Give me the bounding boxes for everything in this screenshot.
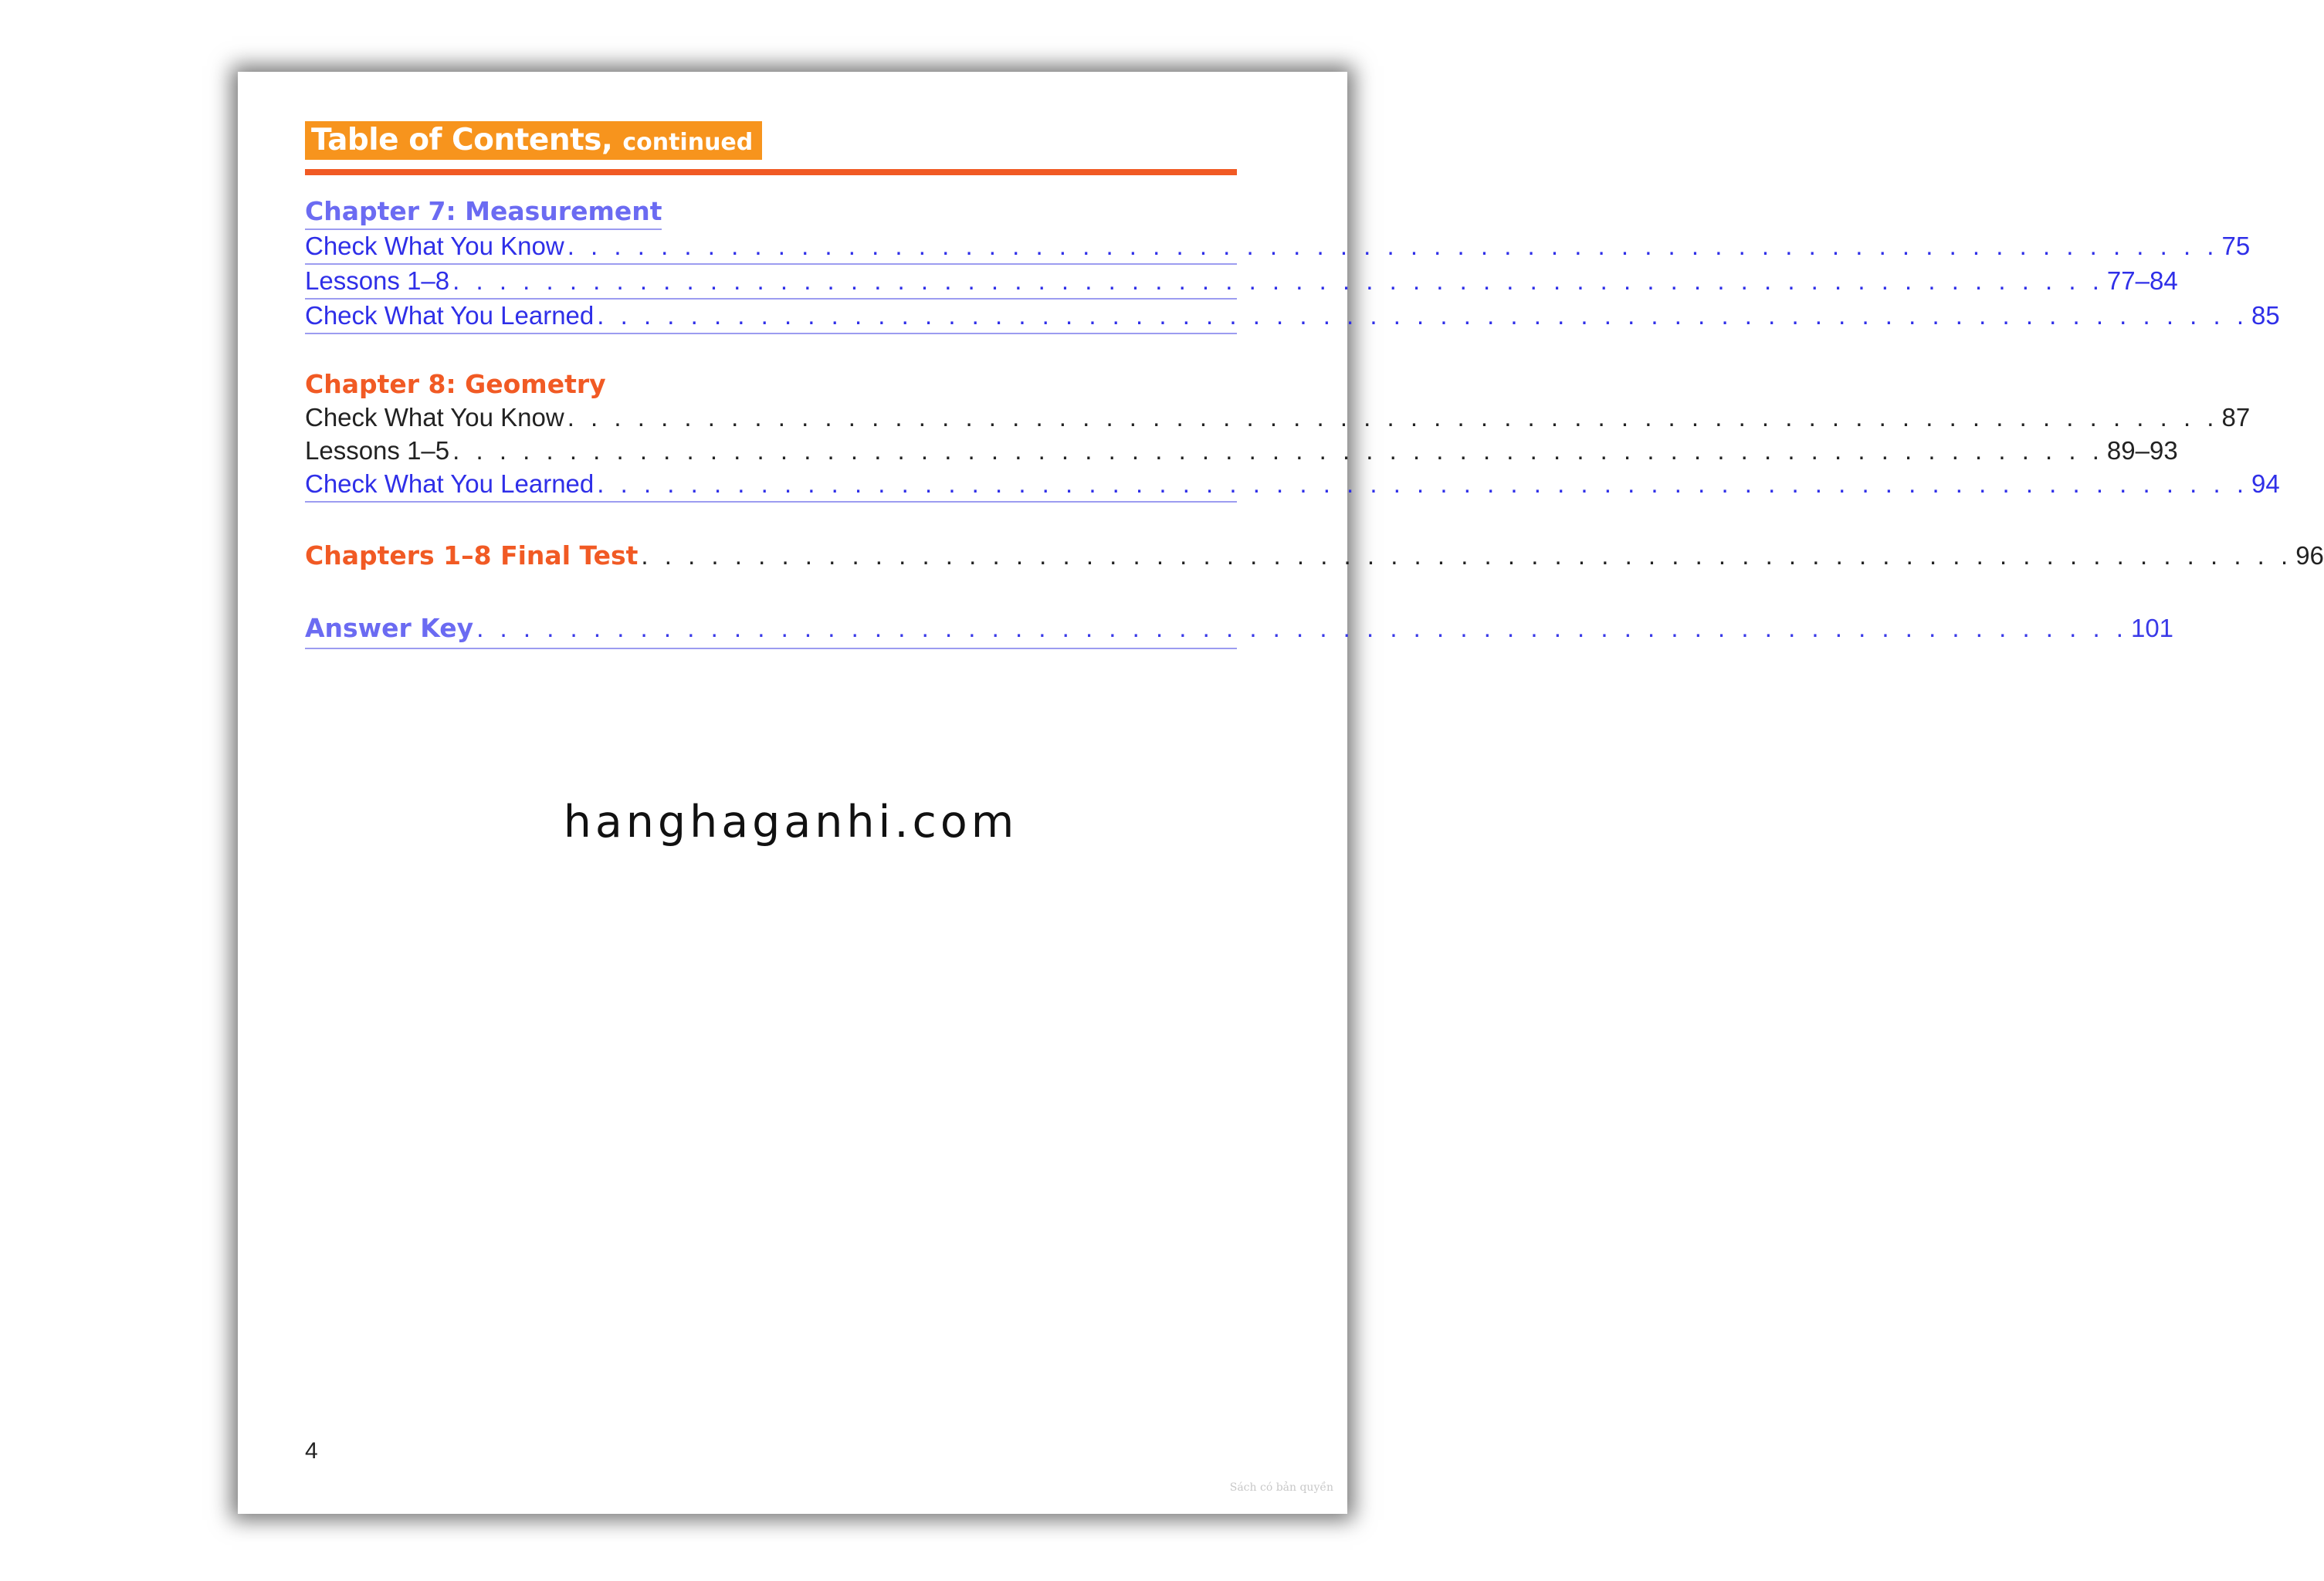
- dot-leader: . . . . . . . . . . . . . . . . . . . . . . . . . . . . . . . . . . . . . . . . . . . . . . . . . . . . . . . . . . . . . . . . . . . . . . .: [452, 266, 2104, 295]
- entry-label: Check What You Learned: [305, 469, 595, 498]
- entry-page: 89–93: [2106, 436, 2178, 465]
- final-test-section: [305, 537, 2324, 575]
- dot-leader: . . . . . . . . . . . . . . . . . . . . . . . . . . . . . . . . . . . . . . . . . . . . . . . . . . . . . . . . . . . . . . . . . . . . . . .: [641, 541, 2293, 570]
- page-title: [305, 121, 762, 160]
- answer-key-link[interactable]: [305, 609, 2174, 649]
- chapter-section: [305, 368, 2280, 503]
- entry-page: 75: [2221, 232, 2251, 260]
- dot-leader: . . . . . . . . . . . . . . . . . . . . . . . . . . . . . . . . . . . . . . . . . . . . . . . . . . . . . . . . . . . . . . . . . . . . . . .: [597, 301, 2249, 330]
- copyright-notice: Sách có bản quyền: [1229, 1481, 1333, 1494]
- answer-key-page: 101: [2130, 614, 2174, 642]
- final-test-label: Chapters 1–8 Final Test: [305, 540, 639, 570]
- dot-leader: . . . . . . . . . . . . . . . . . . . . . . . . . . . . . . . . . . . . . . . . . . . . . . . . . . . . . . . . . . . . . . . . . . . . . . .: [567, 232, 2219, 260]
- entry-label: Check What You Learned: [305, 301, 595, 330]
- watermark-text: hanghaganhi.com: [563, 797, 1018, 848]
- title-divider: [305, 169, 1237, 175]
- final-test-page: 96: [2295, 541, 2324, 570]
- entry-label: Lessons 1–5: [305, 436, 450, 465]
- chapter-8-heading: Chapter 8: Geometry: [305, 369, 606, 399]
- toc-entry: [305, 401, 2251, 435]
- answer-key-label: Answer Key: [305, 613, 474, 643]
- toc-entry-link[interactable]: [305, 230, 2251, 265]
- toc-header: [305, 121, 1237, 174]
- entry-label: Lessons 1–8: [305, 266, 450, 295]
- dot-leader: . . . . . . . . . . . . . . . . . . . . . . . . . . . . . . . . . . . . . . . . . . . . . . . . . . . . . . . . . . . . . . . . . . . . . . .: [476, 614, 2128, 642]
- chapter-section: [305, 195, 2280, 334]
- dot-leader: . . . . . . . . . . . . . . . . . . . . . . . . . . . . . . . . . . . . . . . . . . . . . . . . . . . . . . . . . . . . . . . . . . . . . . .: [452, 436, 2104, 465]
- table-of-contents: [305, 121, 2324, 649]
- dot-leader: . . . . . . . . . . . . . . . . . . . . . . . . . . . . . . . . . . . . . . . . . . . . . . . . . . . . . . . . . . . . . . . . . . . . . . .: [597, 469, 2249, 498]
- final-test-entry: [305, 537, 2324, 575]
- toc-entry-link[interactable]: [305, 300, 2280, 334]
- page-number: 4: [305, 1438, 318, 1464]
- toc-entry-link[interactable]: [305, 265, 2178, 300]
- book-page: [238, 72, 2324, 1514]
- toc-entry-link[interactable]: [305, 468, 2280, 503]
- dot-leader: . . . . . . . . . . . . . . . . . . . . . . . . . . . . . . . . . . . . . . . . . . . . . . . . . . . . . . . . . . . . . . . . . . . . . . .: [567, 403, 2219, 432]
- entry-page: 85: [2251, 301, 2280, 330]
- page-title-suffix: continued: [622, 129, 754, 156]
- entry-page: 94: [2251, 469, 2280, 498]
- entry-label: Check What You Know: [305, 403, 564, 432]
- chapter-7-heading-link[interactable]: Chapter 7: Measurement: [305, 195, 662, 230]
- entry-page: 87: [2221, 403, 2251, 432]
- toc-entry: [305, 435, 2178, 468]
- page-title-text: Table of Contents,: [311, 123, 613, 157]
- answer-key-section: [305, 609, 2174, 649]
- entry-label: Check What You Know: [305, 232, 564, 260]
- entry-page: 77–84: [2106, 266, 2178, 295]
